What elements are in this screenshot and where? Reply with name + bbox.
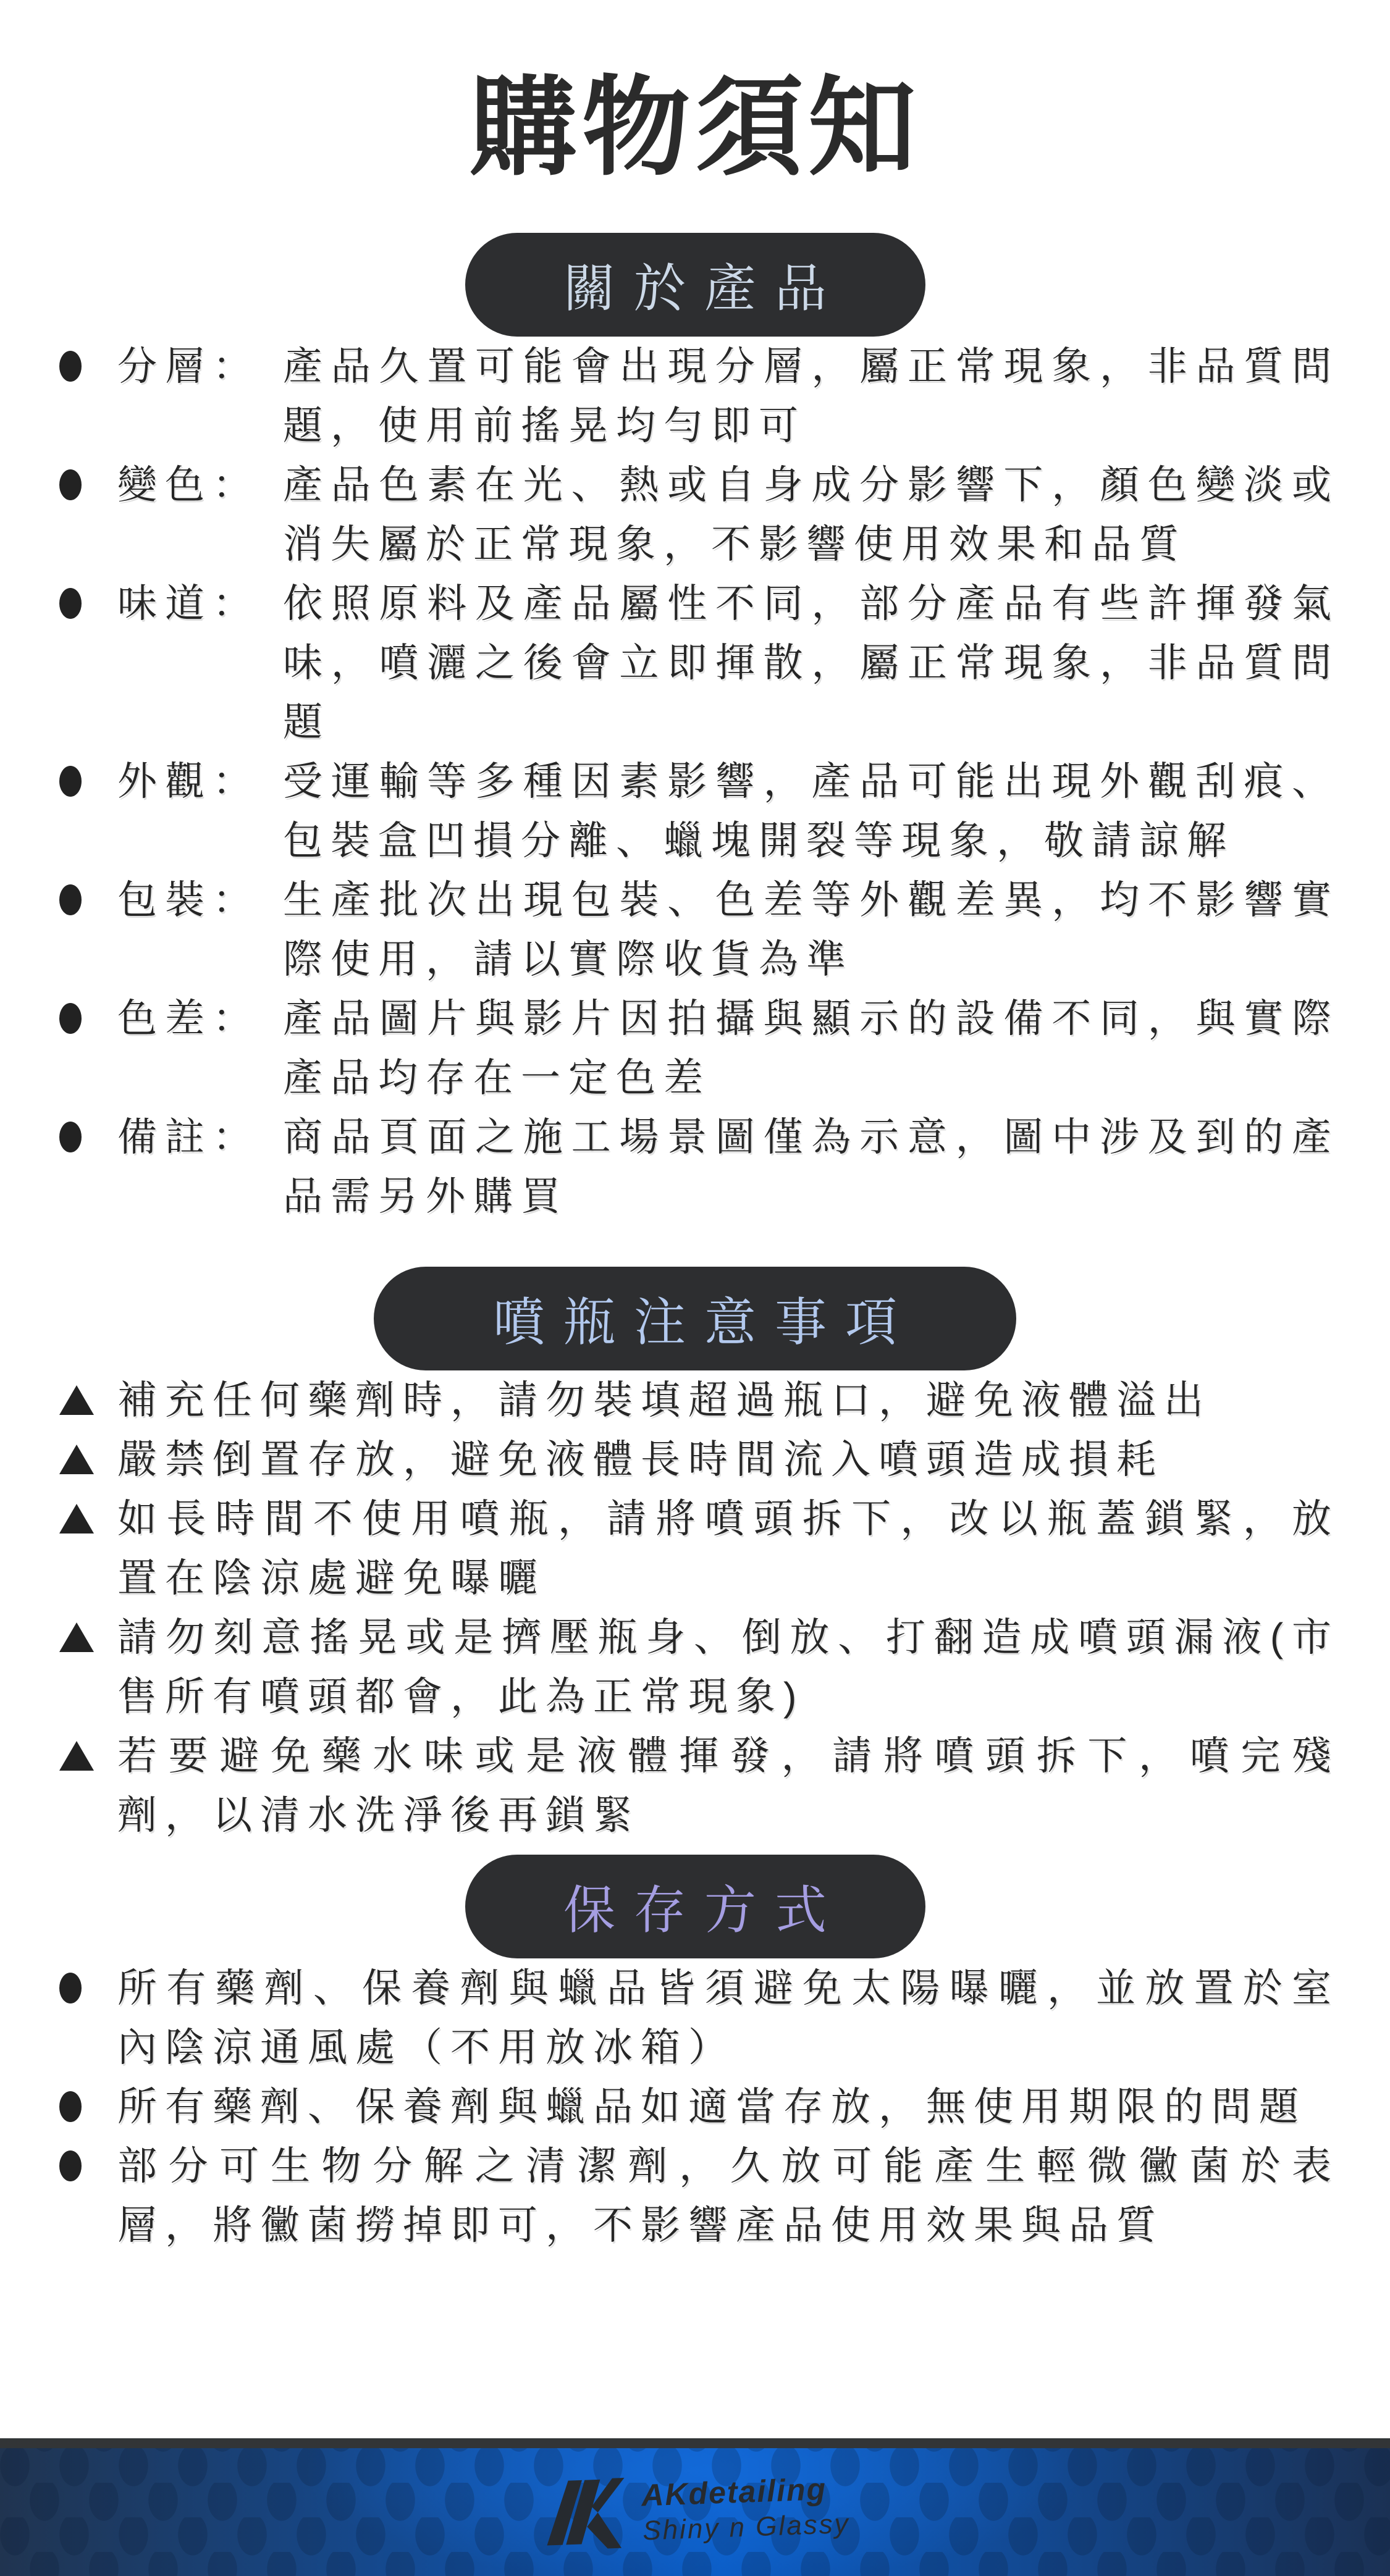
- list-item: [59, 1608, 1339, 1726]
- section-spray-bottle: [0, 1267, 1390, 1845]
- item-text: 部分可生物分解之清潔劑，久放可能產生輕微黴菌於表層，將黴菌撈掉即可，不影響產品使用效果與品質: [117, 2143, 1339, 2247]
- list-item: [59, 574, 1339, 752]
- list-item: [59, 1958, 1339, 2077]
- spray-bottle-heading-pill: [374, 1267, 1016, 1370]
- item-label: 分層：: [117, 343, 260, 388]
- bullet-dot-icon: [59, 989, 95, 1034]
- ak-monogram-icon: [539, 2474, 628, 2555]
- footer: [0, 2438, 1390, 2576]
- item-text: 補充任何藥劑時，請勿裝填超過瓶口，避免液體溢出: [117, 1377, 1211, 1422]
- item-label: 外觀：: [117, 758, 260, 803]
- bullet-dot-icon: [59, 870, 95, 915]
- list-item: [59, 2136, 1339, 2255]
- bullet-dot-icon: [59, 2077, 95, 2122]
- bullet-triangle-icon: [59, 1726, 95, 1771]
- page-title: 購物須知: [469, 68, 921, 188]
- footer-banner: [0, 2448, 1390, 2576]
- list-item: [59, 1107, 1339, 1226]
- bullet-triangle-icon: [59, 1489, 95, 1533]
- brand-tagline: Shiny n Glassy: [642, 2508, 851, 2546]
- bullet-dot-icon: [59, 337, 95, 382]
- bullet-triangle-icon: [59, 1608, 95, 1652]
- bullet-dot-icon: [59, 2136, 95, 2181]
- list-item: [59, 2077, 1339, 2136]
- list-item: [59, 1726, 1339, 1845]
- item-text: 所有藥劑、保養劑與蠟品如適當存放，無使用期限的問題: [117, 2084, 1307, 2129]
- item-text: 產品圖片與影片因拍攝與顯示的設備不同，與實際產品均存在一定色差: [283, 996, 1339, 1100]
- item-label: 備註：: [117, 1114, 260, 1159]
- list-item: [59, 1489, 1339, 1608]
- about-product-heading-pill: [465, 233, 925, 337]
- item-text: 嚴禁倒置存放，避免液體長時間流入噴頭造成損耗: [117, 1437, 1164, 1482]
- brand-text-block: [641, 2472, 850, 2546]
- item-text: 若要避免藥水味或是液體揮發，請將噴頭拆下，噴完殘劑，以清水洗淨後再鎖緊: [117, 1733, 1339, 1837]
- section-about-product: [0, 233, 1390, 1226]
- list-item: [59, 870, 1339, 989]
- item-text: 依照原料及產品屬性不同，部分產品有些許揮發氣味，噴灑之後會立即揮散，屬正常現象，非品質問題: [283, 581, 1339, 744]
- list-item: [59, 989, 1339, 1107]
- bullet-triangle-icon: [59, 1370, 95, 1415]
- brand-logo: [539, 2466, 851, 2554]
- list-item: [59, 1370, 1339, 1430]
- list-item: [59, 455, 1339, 574]
- item-text: 如長時間不使用噴瓶，請將噴頭拆下，改以瓶蓋鎖緊，放置在陰涼處避免曝曬: [117, 1496, 1339, 1600]
- spray-bottle-heading: 噴瓶注意事項: [492, 1293, 916, 1351]
- list-item: [59, 1430, 1339, 1489]
- list-item: [59, 337, 1339, 455]
- item-label: 變色：: [117, 462, 260, 507]
- bullet-triangle-icon: [59, 1430, 95, 1474]
- list-item: [59, 752, 1339, 870]
- item-label: 色差：: [117, 996, 260, 1041]
- item-text: 請勿刻意搖晃或是擠壓瓶身、倒放、打翻造成噴頭漏液(市售所有噴頭都會，此為正常現象): [117, 1614, 1339, 1719]
- section-storage: [0, 1855, 1390, 2255]
- about-product-heading: 關於產品: [563, 259, 845, 317]
- item-text: 所有藥劑、保養劑與蠟品皆須避免太陽曝曬，並放置於室內陰涼通風處（不用放冰箱）: [117, 1965, 1339, 2070]
- spray-bottle-list: [0, 1370, 1390, 1845]
- bullet-dot-icon: [59, 1107, 95, 1152]
- storage-heading-pill: [465, 1855, 925, 1958]
- brand-name: AKdetailing: [641, 2471, 827, 2513]
- bullet-dot-icon: [59, 574, 95, 619]
- item-text: 商品頁面之施工場景圖僅為示意，圖中涉及到的產品需另外購買: [283, 1114, 1339, 1219]
- bullet-dot-icon: [59, 1958, 95, 2003]
- bullet-dot-icon: [59, 455, 95, 500]
- storage-list: [0, 1958, 1390, 2255]
- about-product-list: [0, 337, 1390, 1226]
- item-text: 產品久置可能會出現分層，屬正常現象，非品質問題，使用前搖晃均勻即可: [283, 343, 1339, 448]
- item-text: 受運輸等多種因素影響，產品可能出現外觀刮痕、包裝盒凹損分離、蠟塊開裂等現象，敬請諒解: [283, 758, 1339, 863]
- bullet-dot-icon: [59, 752, 95, 797]
- item-label: 味道：: [117, 581, 260, 626]
- item-text: 產品色素在光、熱或自身成分影響下，顏色變淡或消失屬於正常現象，不影響使用效果和品質: [283, 462, 1339, 566]
- item-text: 生產批次出現包裝、色差等外觀差異，均不影響實際使用，請以實際收貨為準: [283, 877, 1339, 981]
- storage-heading: 保存方式: [563, 1881, 845, 1939]
- footer-divider: [0, 2438, 1390, 2448]
- item-label: 包裝：: [117, 877, 260, 922]
